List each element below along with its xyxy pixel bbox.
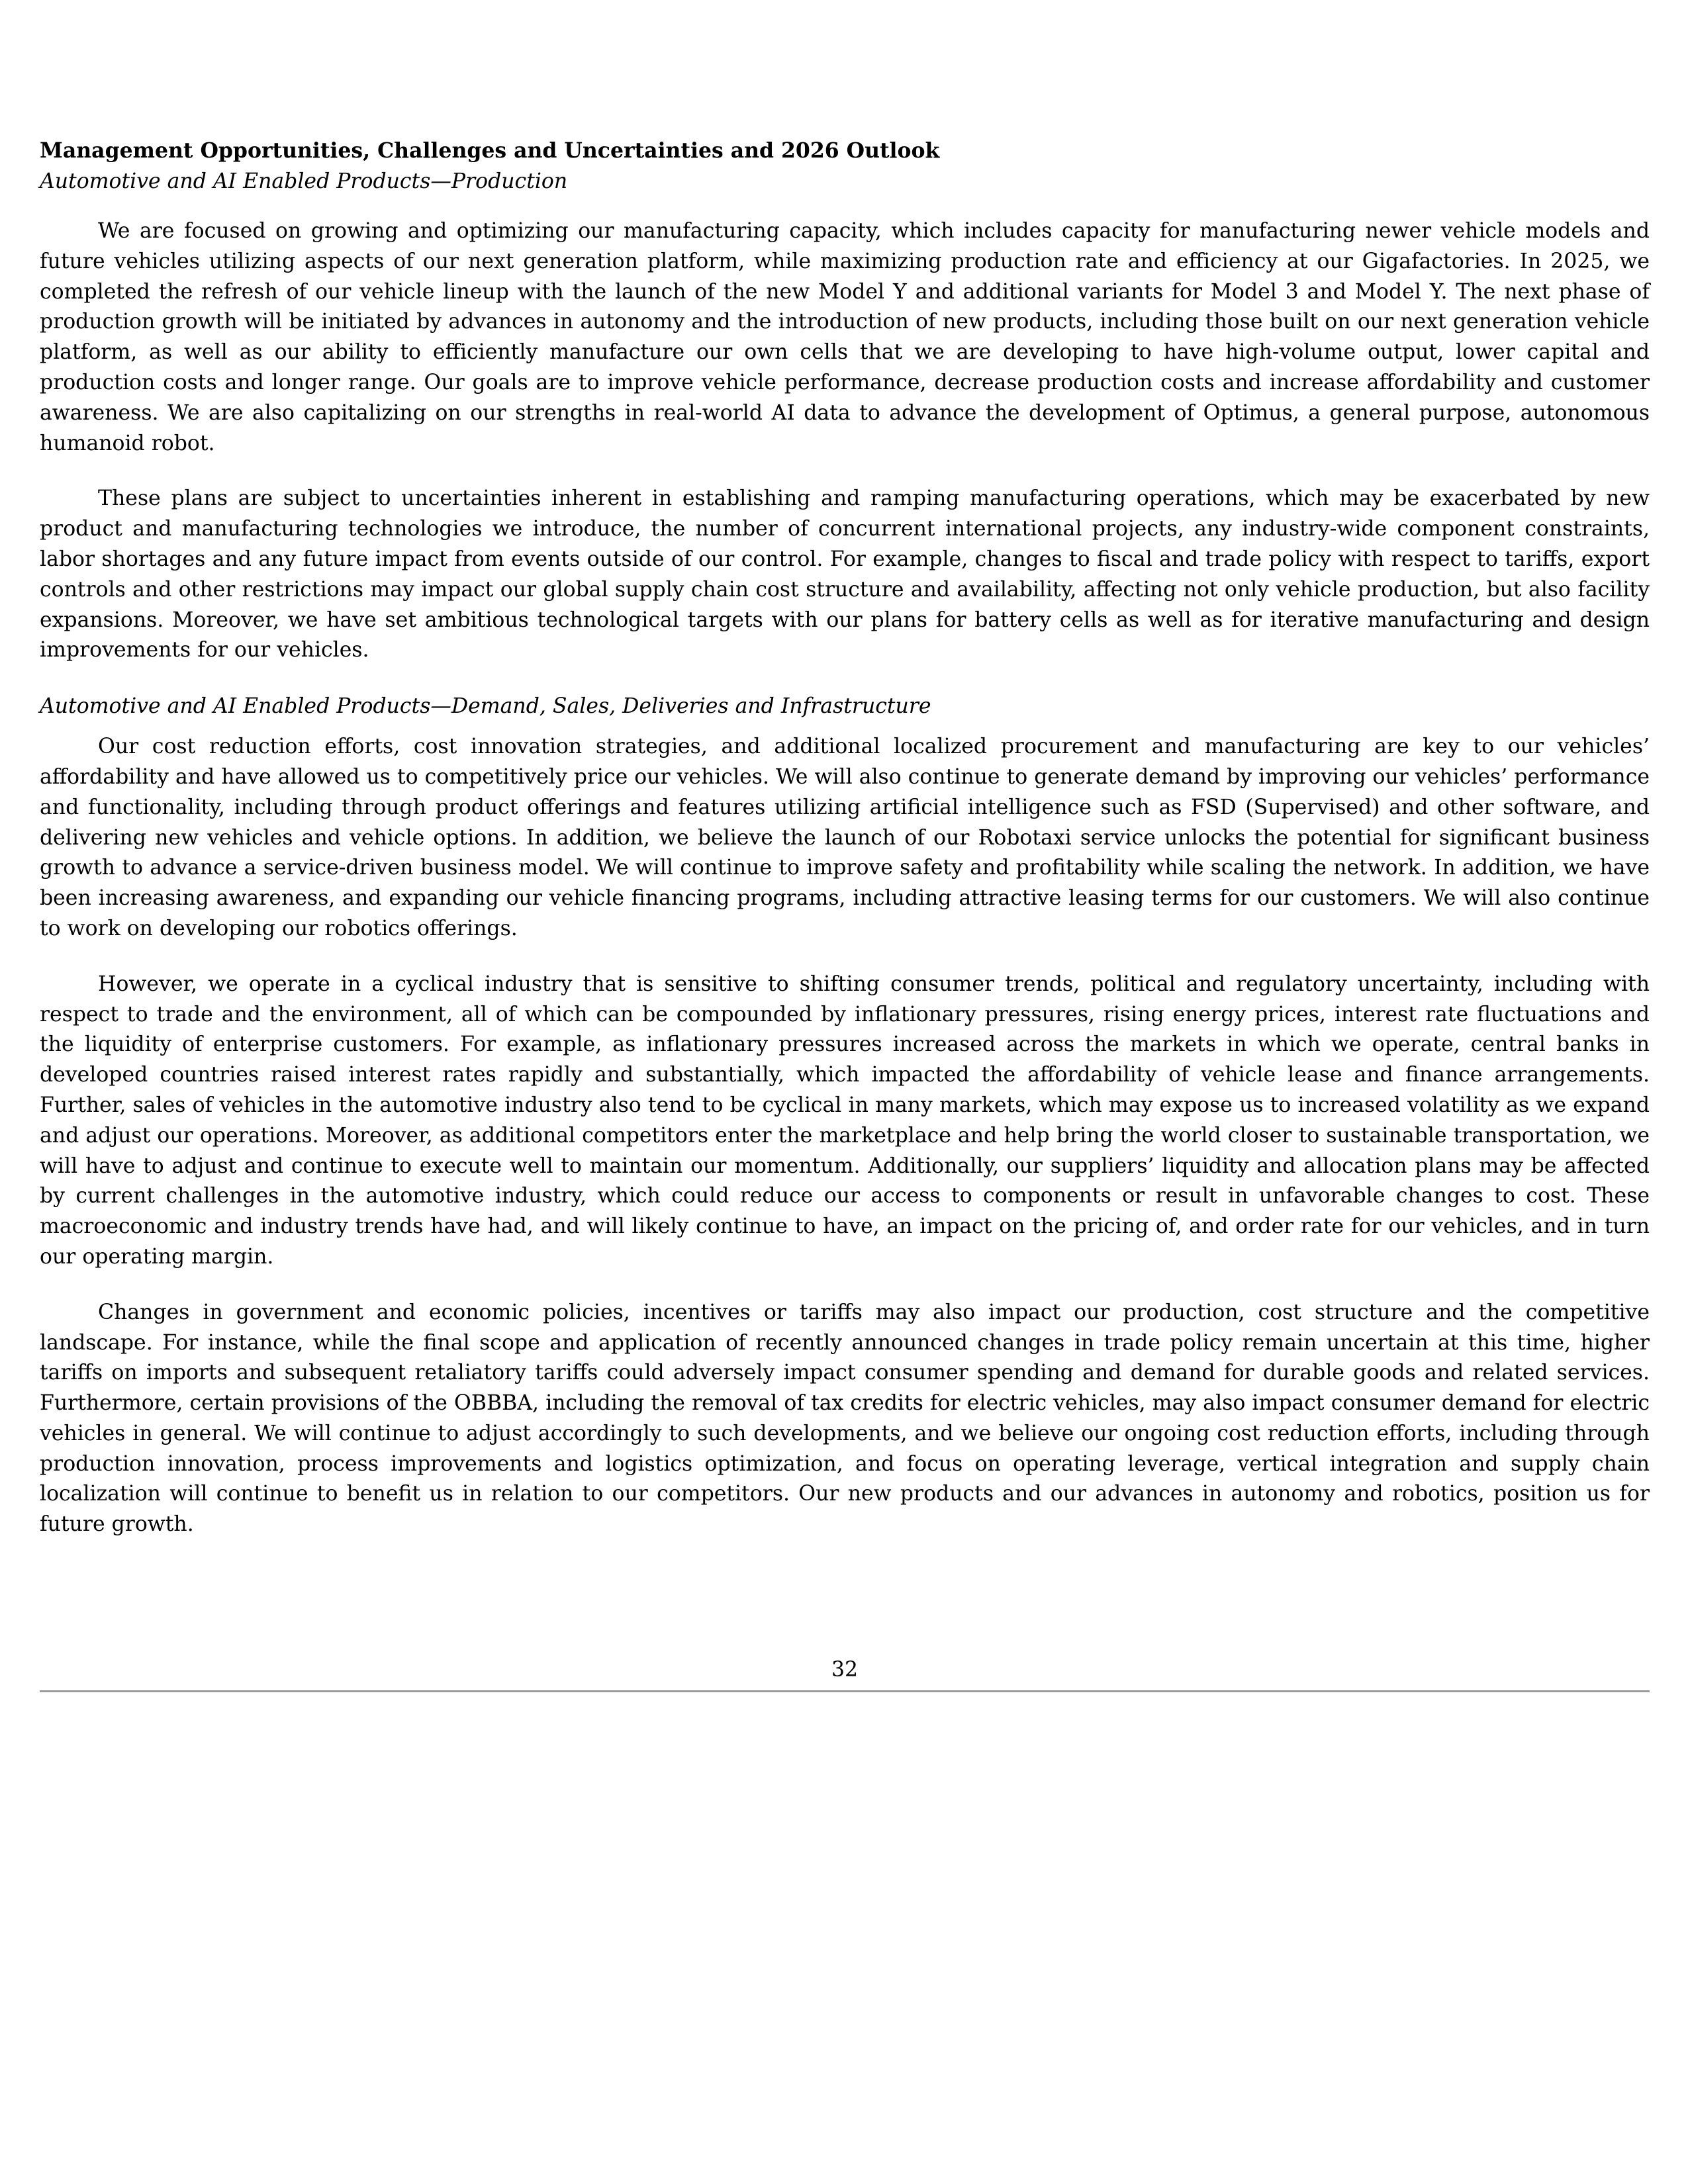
paragraph: Our cost reduction efforts, cost innovation strategies, and additional localized procurement and manufacturing are key to our vehicles’ affordability and have allowed us to competitively price our vehicles. We will also continue to generate demand by improving our vehicles’ performance and functionality, including through product offerings and features utilizing artificial intelligence such as FSD (Supervised) and other software, and delivering new vehicles and vehicle options. In addition, we believe the launch of our Robotaxi service unlocks the potential for significant business growth to advance a service-driven business model. We will continue to improve safety and profitability while scaling the network. In addition, we have been increasing awareness, and expanding our vehicle financing programs, including attractive leasing terms for our customers. We will also continue to work on developing our robotics offerings. [40,735,1650,940]
section-heading: Management Opportunities, Challenges and Uncertainties and 2026 Outlook [40,138,940,163]
page-footer [40,1655,1650,1692]
document-page [40,136,1650,1540]
paragraph: Changes in government and economic policies, incentives or tariffs may also impact our production, cost structure and the competitive landscape. For instance, while the final scope and application of recently announced changes in trade policy remain uncertain at this time, higher tariffs on imports and subsequent retaliatory tariffs could adversely impact consumer spending and demand for durable goods and related services. Furthermore, certain provisions of the OBBBA, including the removal of tax credits for electric vehicles, may also impact consumer demand for electric vehicles in general. We will continue to adjust accordingly to such developments, and we believe our ongoing cost reduction efforts, including through production innovation, process improvements and logistics optimization, and focus on operating leverage, vertical integration and supply chain localization will continue to benefit us in relation to our competitors. Our new products and our advances in autonomy and robotics, position us for future growth. [40,1300,1650,1537]
subsection-title-production: Automotive and AI Enabled Products—Production [40,169,568,193]
footer-divider [40,1690,1650,1692]
paragraph: We are focused on growing and optimizing our manufacturing capacity, which includes capacity for manufacturing newer vehicle models and future vehicles utilizing aspects of our next generation platform, while maximizing production rate and efficiency at our Gigafactories. In 2025, we completed the refresh of our vehicle lineup with the launch of the new Model Y and additional variants for Model 3 and Model Y. The next phase of production growth will be initiated by advances in autonomy and the introduction of new products, including those built on our next generation vehicle platform, as well as our ability to efficiently manufacture our own cells that we are developing to have high-volume output, lower capital and production costs and longer range. Our goals are to improve vehicle performance, decrease production costs and increase affordability and customer awareness. We are also capitalizing on our strengths in real-world AI data to advance the development of Optimus, a general purpose, autonomous humanoid robot. [40,219,1650,455]
page-number: 32 [831,1658,859,1682]
paragraph: These plans are subject to uncertainties inherent in establishing and ramping manufacturing operations, which may be exacerbated by new product and manufacturing technologies we introduce, the number of concurrent international projects, any industry-wide component constraints, labor shortages and any future impact from events outside of our control. For example, changes to fiscal and trade policy with respect to tariffs, export controls and other restrictions may impact our global supply chain cost structure and availability, affecting not only vehicle production, but also facility expansions. Moreover, we have set ambitious technological targets with our plans for battery cells as well as for iterative manufacturing and design improvements for our vehicles. [40,486,1650,662]
paragraph: However, we operate in a cyclical industry that is sensitive to shifting consumer trends, political and regulatory uncertainty, including with respect to trade and the environment, all of which can be compounded by inflationary pressures, rising energy prices, interest rate fluctuations and the liquidity of enterprise customers. For example, as inflationary pressures increased across the markets in which we operate, central banks in developed countries raised interest rates rapidly and substantially, which impacted the affordability of vehicle lease and finance arrangements. Further, sales of vehicles in the automotive industry also tend to be cyclical in many markets, which may expose us to increased volatility as we expand and adjust our operations. Moreover, as additional competitors enter the marketplace and help bring the world closer to sustainable transportation, we will have to adjust and continue to execute well to maintain our momentum. Additionally, our suppliers’ liquidity and allocation plans may be affected by current challenges in the automotive industry, which could reduce our access to components or result in unfavorable changes to cost. These macroeconomic and industry trends have had, and will likely continue to have, an impact on the pricing of, and order rate for our vehicles, and in turn our operating margin. [40,972,1650,1269]
subsection-title-demand: Automotive and AI Enabled Products—Demand, Sales, Deliveries and Infrastructure [40,694,931,719]
